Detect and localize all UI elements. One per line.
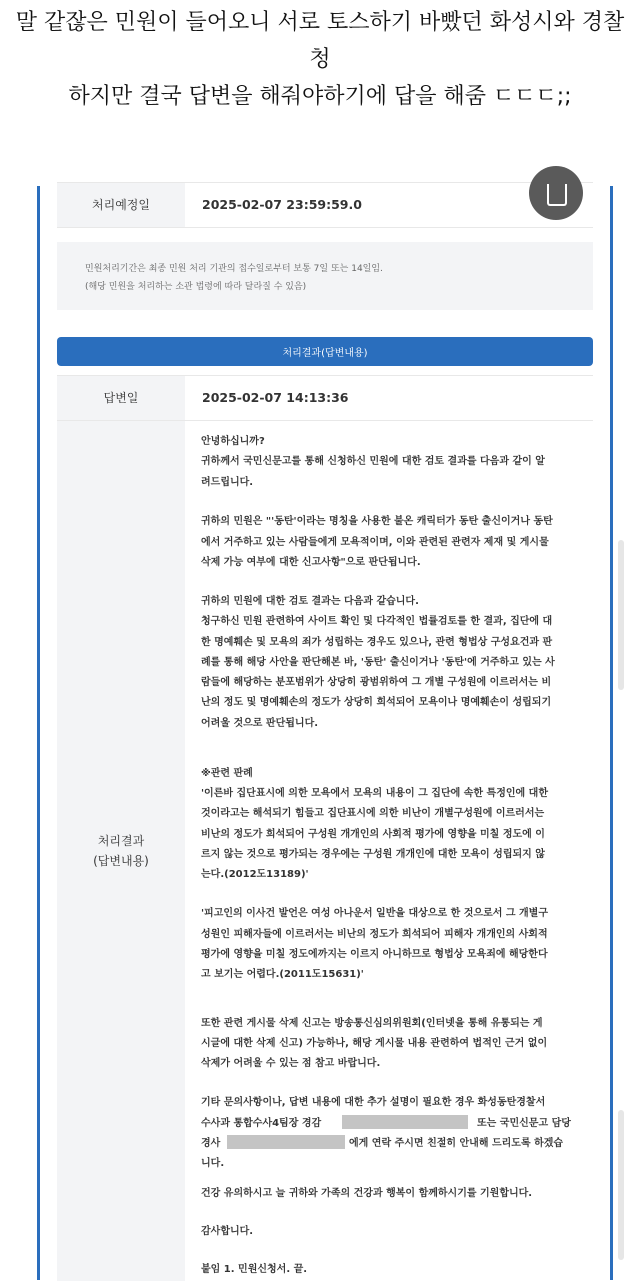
result-banner: [57, 337, 593, 366]
body-line: 안녕하십니까?: [201, 436, 265, 447]
body-line: 또한 관련 게시물 삭제 신고는 방송통신심의위원회(인터넷을 통해 유통되는 게: [201, 1018, 543, 1029]
result-label-1: 처리결과: [97, 834, 145, 848]
body-line: 에게 연락 주시면 친절히 안내해 드리도록 하겠습: [349, 1138, 564, 1149]
body-line: 청구하신 민원 관련하여 사이트 확인 및 다각적인 법률검토를 한 결과, 집단에 대: [201, 616, 553, 627]
schedule-value: 2025-02-07 23:59:59.0: [202, 197, 362, 212]
body-line: 경사: [201, 1138, 221, 1149]
body-line: 어려울 것으로 판단됩니다.: [201, 718, 319, 729]
notice-line-1: 민원처리기간은 최종 민원 처리 기관의 접수일로부터 보통 7일 또는 14일임.: [85, 264, 383, 274]
body-line: 또는 국민신문고 담당: [477, 1118, 571, 1129]
caption-line-2: 청: [309, 47, 331, 72]
answer-date-label: 답변일: [57, 376, 185, 420]
body-line: 한 명예훼손 및 모욕의 죄가 성립하는 경우도 있으나, 관련 형법상 구성요건과 판: [201, 637, 553, 648]
body-line: 니다.: [201, 1158, 225, 1169]
schedule-row: [57, 182, 593, 228]
body-line: 는다.(2012도13189)': [201, 869, 309, 880]
caption-line-1: 말 같잖은 민원이 들어오니 서로 토스하기 바빴던 화성시와 경찰: [15, 10, 625, 35]
body-line: 수사과 통합수사4팀장 경감: [201, 1118, 322, 1129]
body-line: 삭제 가능 여부에 대한 신고사항"으로 판단됩니다.: [201, 557, 421, 568]
body-line: 비난의 정도가 희석되어 구성원 개개인의 사회적 평가에 영향을 미칠 정도에 이: [201, 829, 545, 840]
body-line: '피고인의 이사건 발언은 여성 아나운서 일반을 대상으로 한 것으로서 그 개별구: [201, 908, 548, 919]
body-line: '이른바 집단표시에 의한 모욕에서 모욕의 내용이 그 집단에 속한 특정인에 대한: [201, 788, 548, 799]
redacted-name-1: [342, 1115, 468, 1129]
body-line: 귀하의 민원은 "'동탄'이라는 명칭을 사용한 불온 캐릭터가 동탄 출신이거나 동탄: [201, 516, 553, 527]
scrollbar-thumb[interactable]: [618, 540, 624, 690]
body-line: 귀하의 민원에 대한 검토 결과는 다음과 같습니다.: [201, 596, 419, 607]
schedule-label: 처리예정일: [57, 183, 185, 227]
body-line: 례를 통해 해당 사안을 판단해본 바, '동탄' 출신이거나 '동탄'에 거주하고 있는 사: [201, 657, 555, 668]
result-label: [57, 421, 185, 1281]
document-icon[interactable]: [529, 166, 583, 220]
caption: [0, 0, 640, 115]
body-line: 건강 유의하시고 늘 귀하와 가족의 건강과 행복이 함께하시기를 기원합니다.: [201, 1188, 533, 1199]
answer-date-value: 2025-02-07 14:13:36: [202, 390, 349, 405]
body-line: 귀하께서 국민신문고를 통해 신청하신 민원에 대한 검토 결과를 다음과 같이 알: [201, 456, 545, 467]
result-label-2: (답변내용): [93, 854, 149, 868]
body-line: 평가에 영향을 미칠 정도에까지는 이르지 아니하므로 형법상 모욕죄에 해당한다: [201, 949, 548, 960]
body-line: 성원인 피해자들에 이르러서는 비난의 정도가 희석되어 피해자 개개인의 사회적: [201, 929, 548, 940]
redacted-name-2: [227, 1135, 345, 1149]
body-line: 기타 문의사항이나, 답변 내용에 대한 추가 설명이 필요한 경우 화성동탄경찰서: [201, 1097, 546, 1108]
body-line: 것이라고는 해석되기 힘들고 집단표시에 의한 비난이 개별구성원에 이르러서는: [201, 808, 545, 819]
body-line: ※관련 판례: [201, 768, 253, 779]
body-line: 난의 정도 및 명예훼손의 정도가 상당히 희석되어 모욕이나 명예훼손이 성립되기: [201, 697, 552, 708]
body-line: 붙임 1. 민원신청서. 끝.: [201, 1264, 308, 1275]
caption-line-3: 하지만 결국 답변을 해줘야하기에 답을 해줌 ㄷㄷㄷ;;: [68, 84, 572, 109]
body-line: 감사합니다.: [201, 1226, 254, 1237]
body-line: 고 보기는 어렵다.(2011도15631)': [201, 969, 364, 980]
answer-date-row: [57, 375, 593, 421]
notice-box: [57, 242, 593, 310]
body-line: 르지 않는 것으로 평가되는 경우에는 구성원 개개인에 대한 모욕이 성립되지 않: [201, 849, 545, 860]
body-line: 려드립니다.: [201, 477, 254, 488]
notice-line-2: (해당 민원을 처리하는 소관 법령에 따라 달라질 수 있음): [85, 282, 307, 292]
body-line: 시글에 대한 삭제 신고) 가능하나, 해당 게시물 내용 관련하여 법적인 근거 없이: [201, 1038, 548, 1049]
body-line: 람들에 해당하는 분포범위가 상당히 광범위하여 그 개별 구성원에 이르러서는 비: [201, 677, 552, 688]
body-line: 삭제가 어려울 수 있는 점 참고 바랍니다.: [201, 1058, 381, 1069]
scrollbar-thumb-lower[interactable]: [618, 1110, 624, 1260]
body-line: 에서 거주하고 있는 사람들에게 모욕적이며, 이와 관련된 관련자 제재 및 게시물: [201, 537, 549, 548]
result-banner-title: 처리결과(답변내용): [282, 348, 368, 359]
